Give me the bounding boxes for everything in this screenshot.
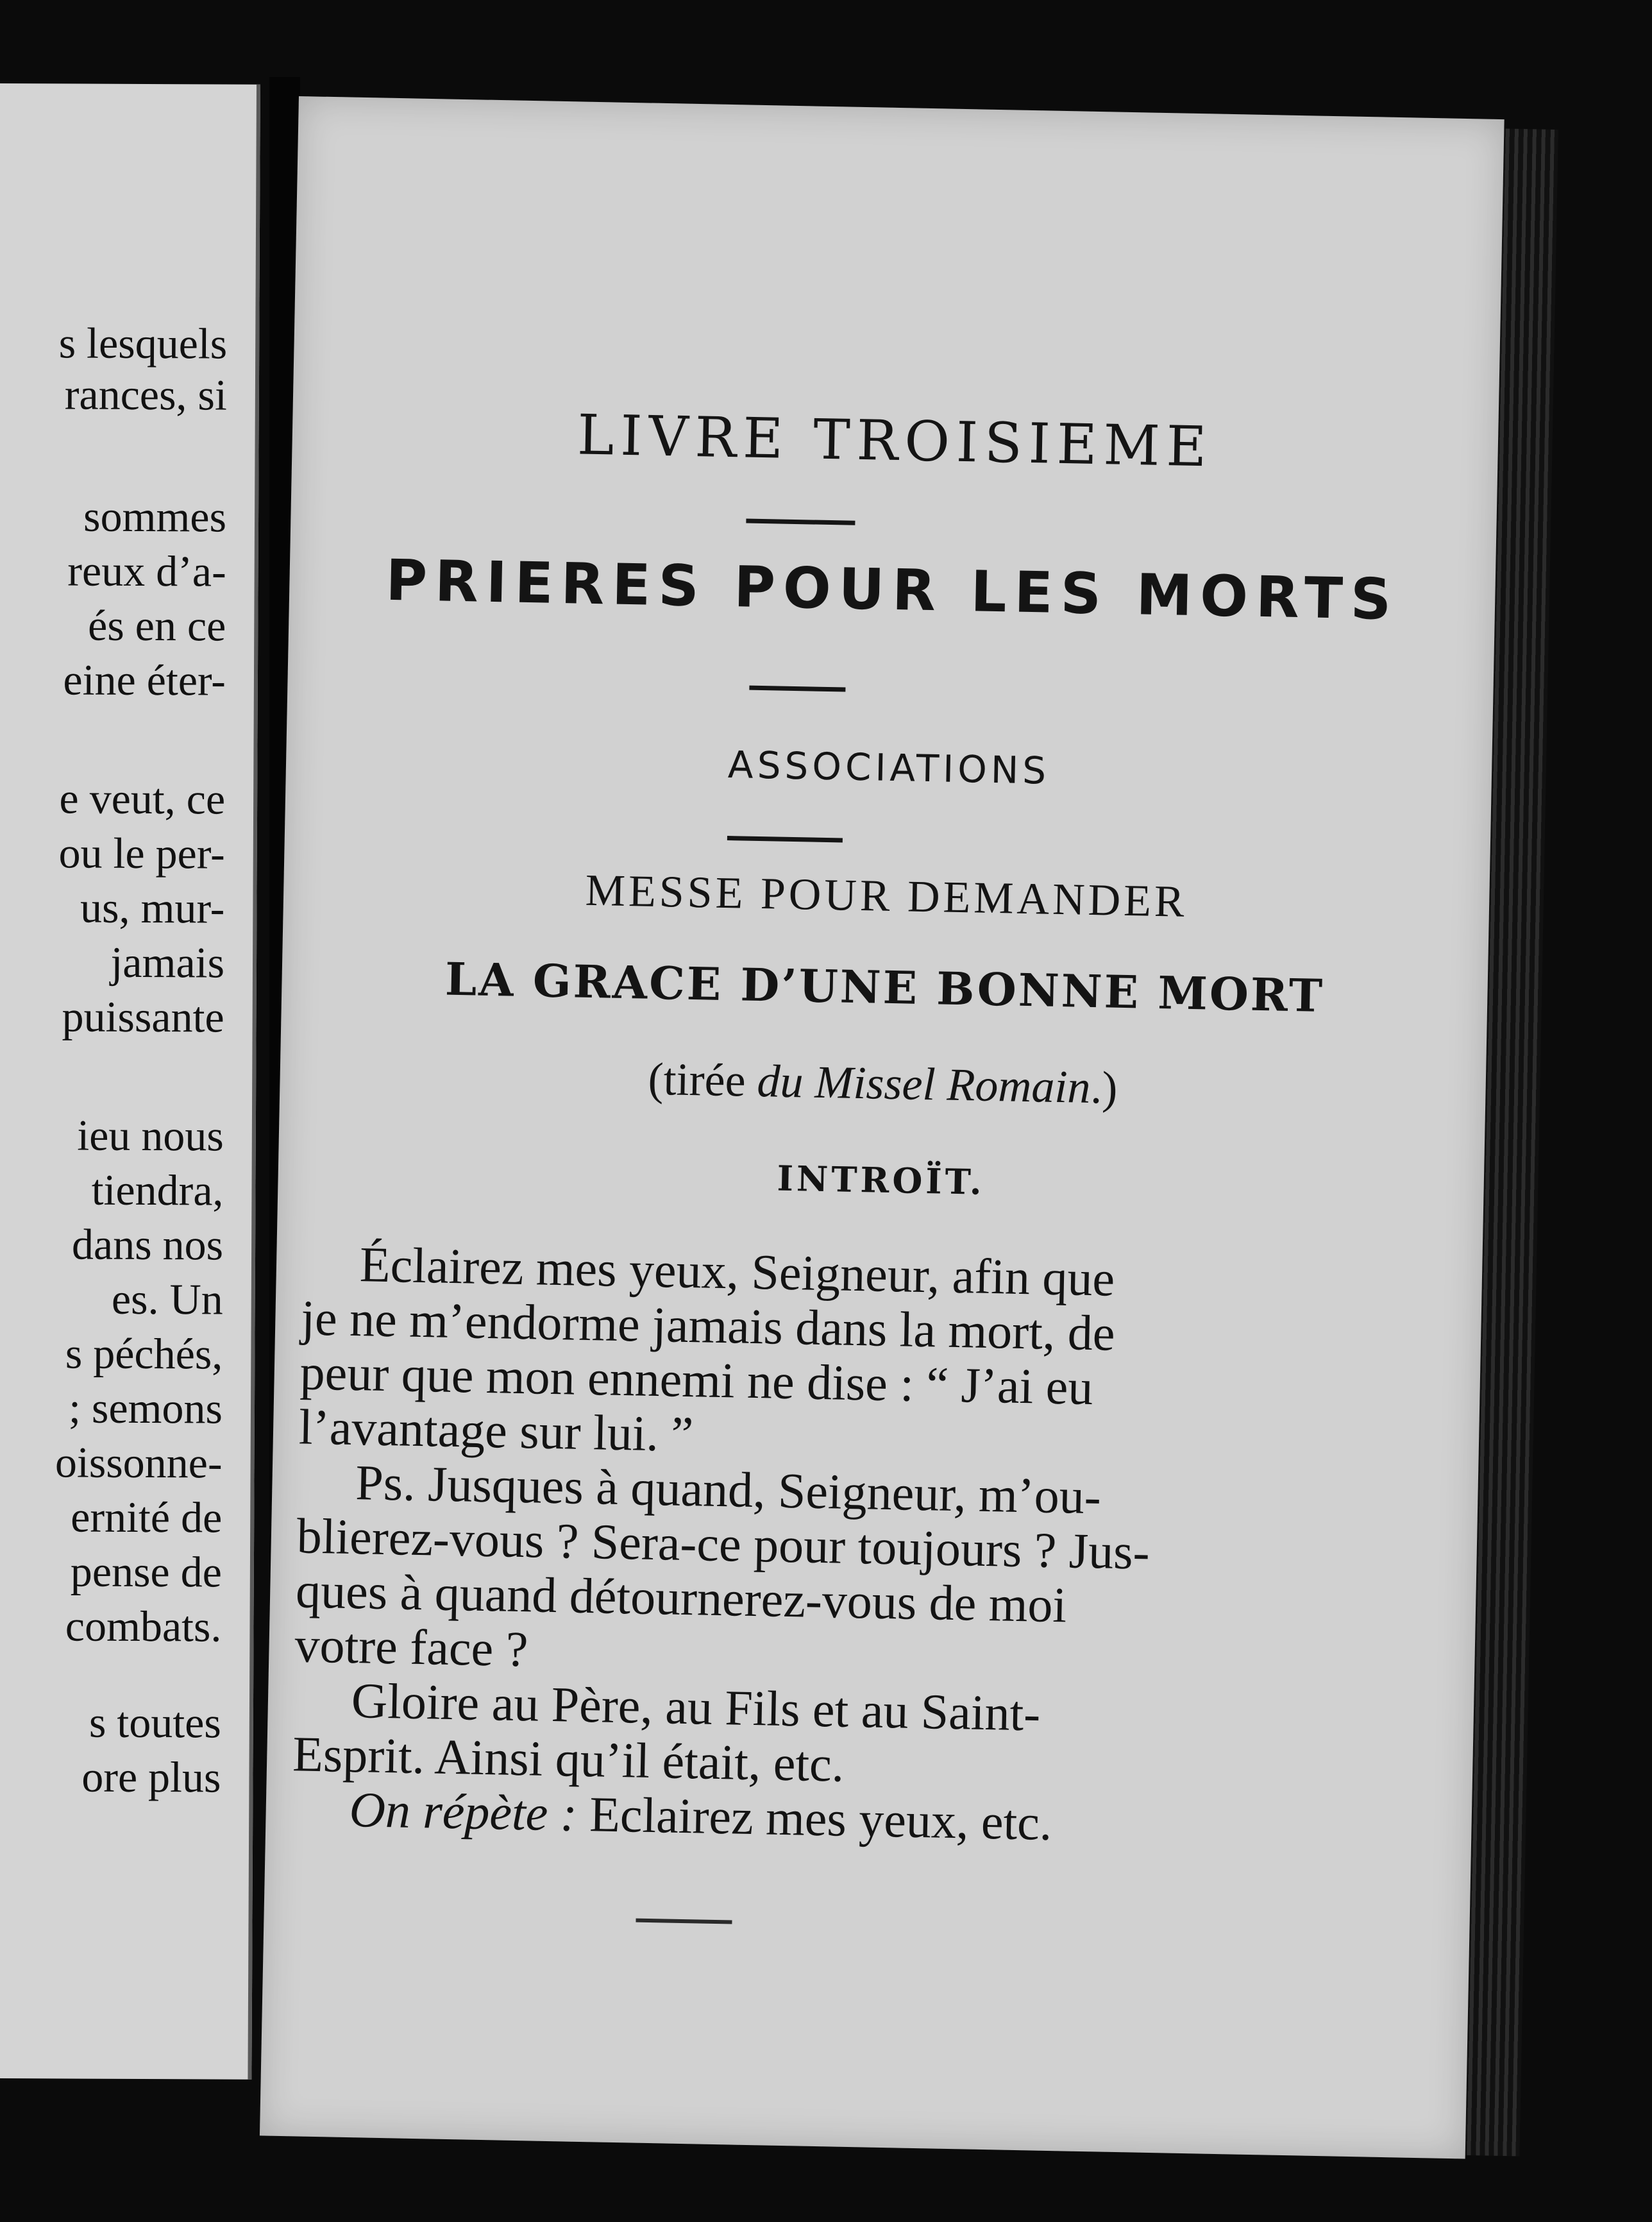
subsection-title: ASSOCIATIONS: [727, 743, 1050, 793]
left-page-line: es. Un: [111, 1274, 223, 1324]
left-page-line: sommes: [83, 491, 227, 541]
book-title: LIVRE TROISIEME: [577, 403, 1214, 480]
left-page-line: ou le per-: [58, 828, 225, 878]
paragraph-1-line: l’avantage sur lui. ”: [298, 1398, 695, 1463]
left-page-line: tiendra,: [91, 1165, 224, 1215]
source-note: [280, 1046, 1486, 1122]
left-page-line: ernité de: [71, 1492, 223, 1542]
divider-rule: [746, 519, 855, 525]
divider-rule: [749, 686, 845, 692]
left-page-line: dans nos: [71, 1219, 224, 1269]
left-page-line: s péchés,: [65, 1328, 223, 1378]
left-page-line: us, mur-: [80, 883, 225, 933]
mass-title-line-2: LA GRACE D’UNE BONNE MORT: [444, 952, 1325, 1022]
left-page-line: jamais: [110, 937, 225, 987]
divider-rule: [727, 836, 843, 842]
left-page-fragment: [0, 83, 260, 2080]
left-page-line: pense de: [70, 1547, 223, 1597]
mass-title-line-1: MESSE POUR DEMANDER: [585, 865, 1188, 927]
left-page-line: eine éter-: [63, 655, 226, 705]
left-page-line: puissante: [62, 992, 224, 1042]
left-page-line: ore plus: [81, 1752, 221, 1802]
left-page-line: e veut, ce: [59, 774, 226, 824]
paragraph-2-line: votre face ?: [294, 1616, 529, 1677]
paragraph-1-line: Éclairez mes yeux, Seigneur, afin que: [359, 1236, 1115, 1307]
repeat-label: On répète :: [348, 1781, 578, 1842]
left-page-line: oissonne-: [55, 1438, 223, 1488]
left-page-line: rances, si: [64, 369, 228, 420]
paragraph-3-line: Esprit. Ainsi qu’il était, etc.: [292, 1726, 845, 1792]
source-note-close: .): [1090, 1061, 1118, 1114]
left-page-line: és en ce: [87, 600, 226, 650]
left-page-line: ieu nous: [77, 1110, 224, 1160]
repeat-line: [348, 1781, 1053, 1851]
left-page-line: s lesquels: [58, 318, 228, 368]
source-note-italic: du Missel Romain: [756, 1055, 1092, 1113]
repeat-text: Eclairez mes yeux, etc.: [577, 1785, 1053, 1851]
paragraph-2-line: Ps. Jusques à quand, Seigneur, m’ou-: [355, 1454, 1102, 1525]
section-title: PRIERES POUR LES MORTS: [385, 547, 1400, 633]
paragraph-1-line: peur que mon ennemi ne dise : “ J’ai eu: [299, 1344, 1094, 1416]
left-page-line: ; semons: [68, 1383, 223, 1433]
left-page-line: reux d’a-: [67, 546, 226, 596]
paragraph-2-line: blierez-vous ? Sera-ce pour toujours ? Jus-: [296, 1507, 1150, 1580]
left-page-line: combats.: [65, 1601, 222, 1651]
main-page: [260, 96, 1504, 2159]
footer-mark: [636, 1919, 732, 1924]
paragraph-2-line: ques à quand détournerez-vous de moi: [295, 1562, 1068, 1633]
paragraph-1-line: je ne m’endorme jamais dans la mort, de: [300, 1289, 1116, 1361]
introit-heading: INTROÏT.: [777, 1157, 986, 1203]
left-page-line: s toutes: [88, 1697, 222, 1747]
source-note-open: (tirée: [648, 1053, 758, 1107]
paragraph-3-line: Gloire au Père, au Fils et au Saint-: [351, 1672, 1041, 1742]
